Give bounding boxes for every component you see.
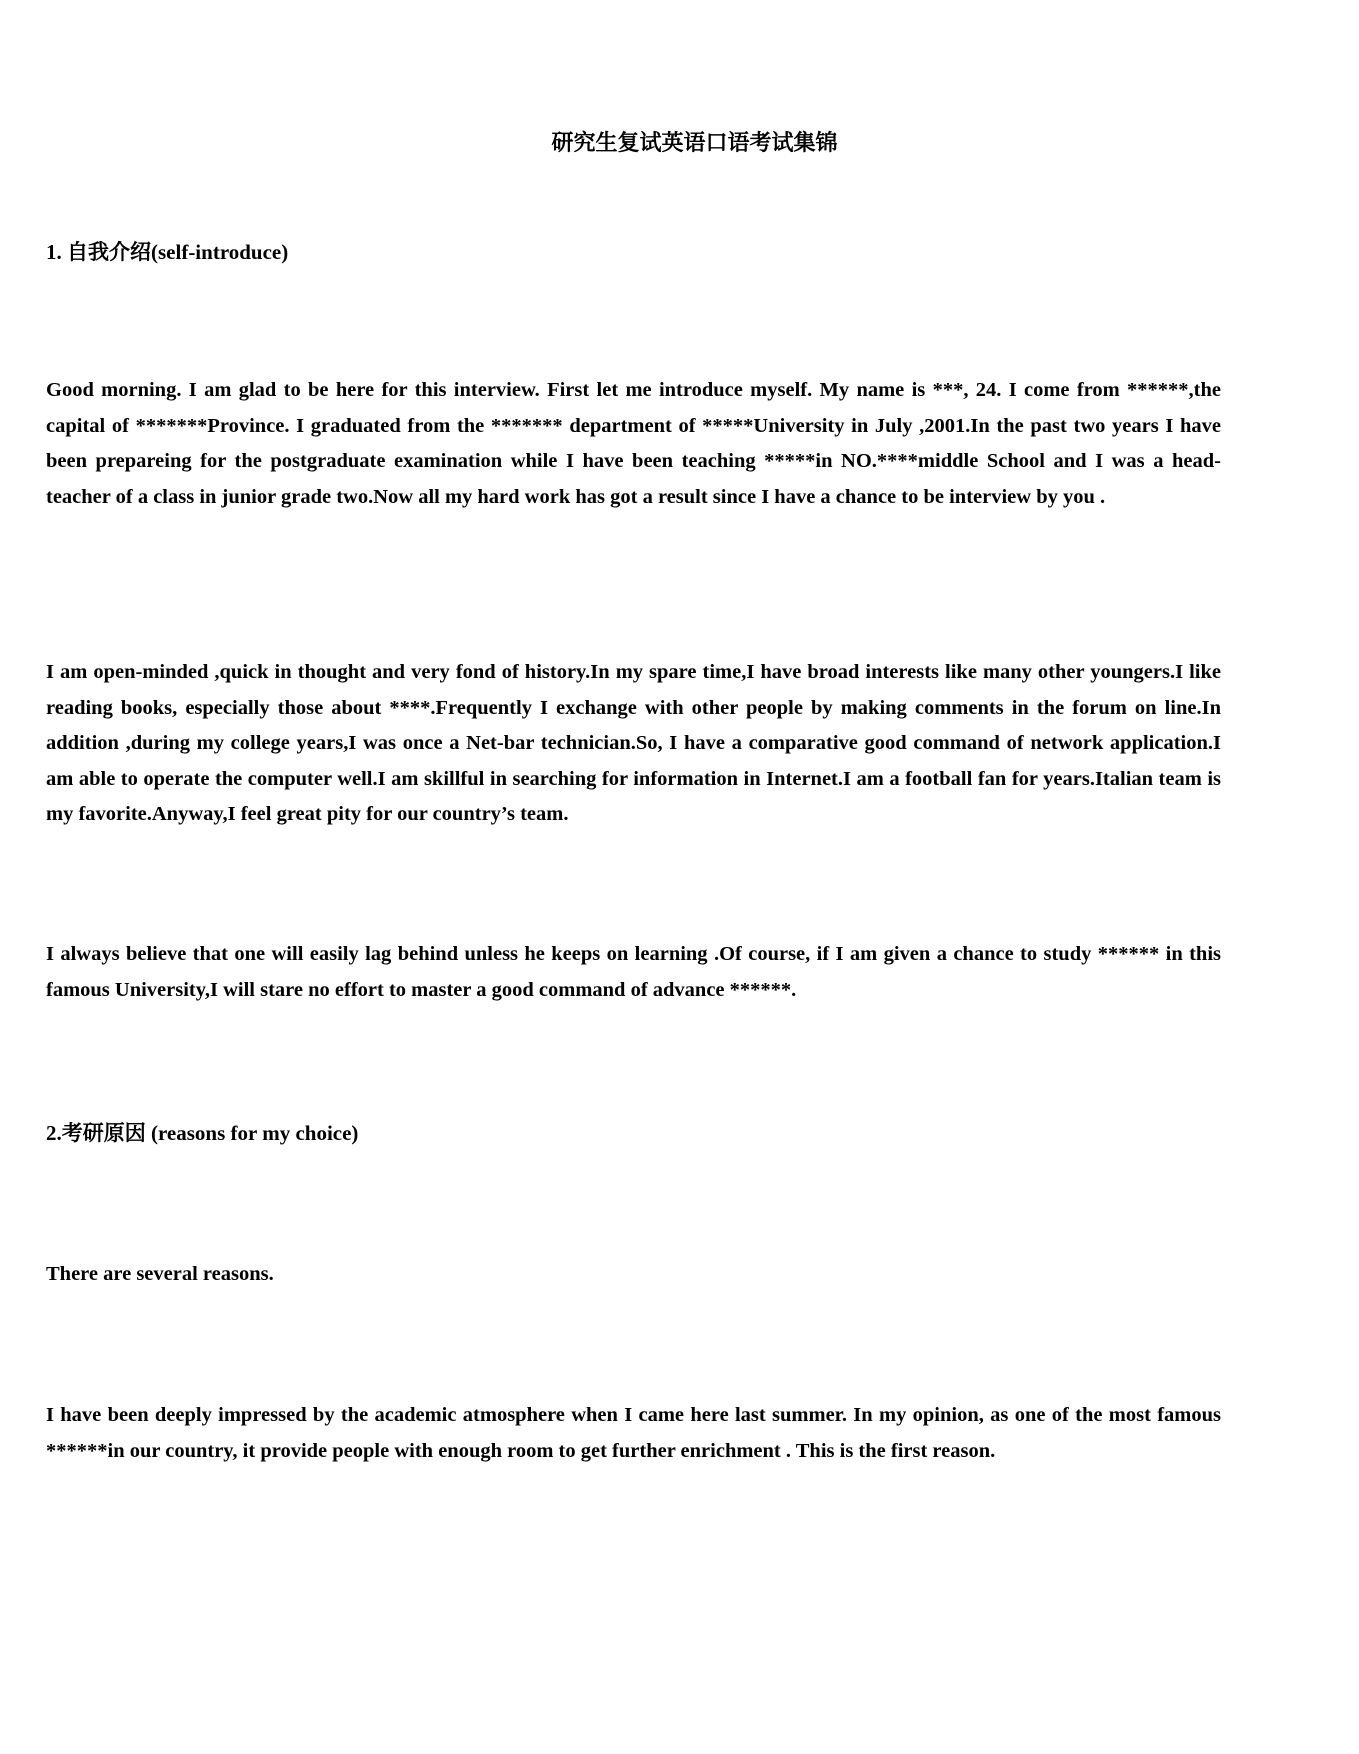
document-title: 研究生复试英语口语考试集锦 (551, 131, 838, 156)
section-1-heading: 1. 自我介绍(self-introduce) (46, 240, 289, 264)
self-intro-paragraph-3: I always believe that one will easily lag behind unless he keeps on learning .Of course, if I am given a chance to study ****** in this famous University,I will stare no effort to master a good command of advance ******. (46, 943, 1221, 1001)
section-2-heading: 2.考研原因 (reasons for my choice) (46, 1121, 359, 1145)
reason-paragraph-1: I have been deeply impressed by the academic atmosphere when I came here last summer. In my opinion, as one of the most famous ******in our country, it provide people with enough room to get further enrichment . This is the first reason. (46, 1404, 1221, 1462)
self-intro-paragraph-1: Good morning. I am glad to be here for this interview. First let me introduce myself. My name is ***, 24. I come from ******,the capital of *******Province. I graduated from the ******* department of *****University in July ,2001.In the past two years I have been prepareing for the postgraduate examination while I have been teaching *****in NO.****middle School and I was a head-teacher of a class in junior grade two.Now all my hard work has got a result since I have a chance to be interview by you . (46, 379, 1221, 508)
reasons-intro: There are several reasons. (46, 1263, 274, 1285)
self-intro-paragraph-2: I am open-minded ,quick in thought and very fond of history.In my spare time,I have broad interests like many other youngers.I like reading books, especially those about ****.Frequently I exchange with other people by making comments in the forum on line.In addition ,during my college years,I was once a Net-bar technician.So, I have a comparative good command of network application.I am able to operate the computer well.I am skillful in searching for information in Internet.I am a football fan for years.Italian team is my favorite.Anyway,I feel great pity for our country’s team. (46, 661, 1221, 825)
